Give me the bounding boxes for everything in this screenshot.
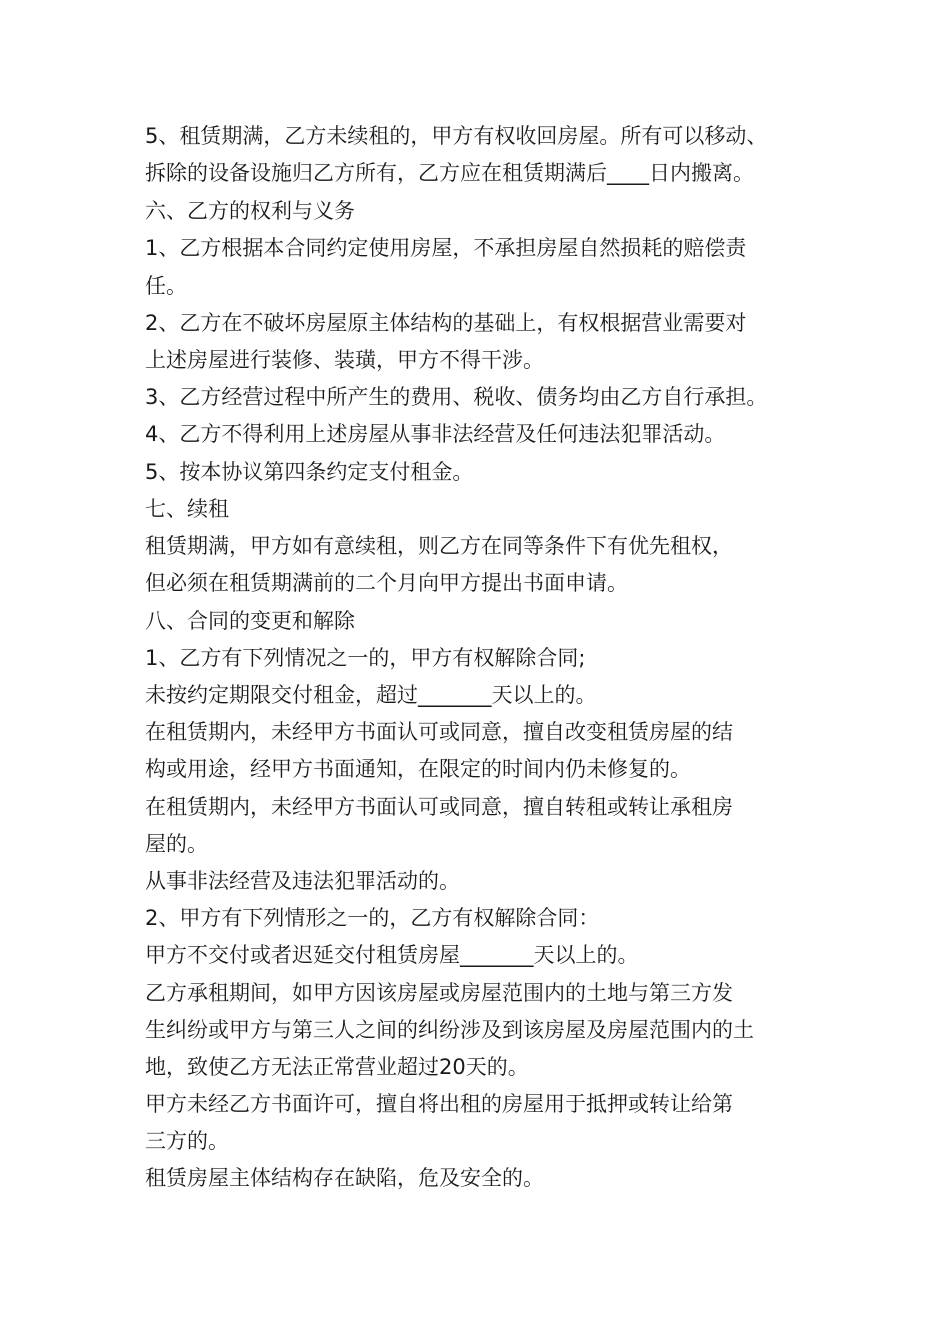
text-line: 任。	[145, 274, 187, 298]
text-line: 从事非法经营及违法犯罪活动的。	[145, 869, 460, 893]
text-line: 在租赁期内，未经甲方书面认可或同意，擅自转租或转让承租房	[145, 795, 733, 819]
text-line: 在租赁期内，未经甲方书面认可或同意，擅自改变租赁房屋的结	[145, 720, 733, 744]
text-line: 屋的。	[145, 832, 208, 856]
text-line: 租赁期满，甲方如有意续租，则乙方在同等条件下有优先租权，	[145, 534, 733, 558]
text-line: 2、乙方在不破坏房屋原主体结构的基础上，有权根据营业需要对	[145, 311, 747, 335]
text-line: 租赁房屋主体结构存在缺陷，危及安全的。	[145, 1166, 544, 1190]
text-line: 上述房屋进行装修、装璜，甲方不得干涉。	[145, 348, 544, 372]
text-line: 地，致使乙方无法正常营业超过20天的。	[145, 1055, 529, 1079]
text-line: 拆除的设备设施归乙方所有，乙方应在租赁期满后____日内搬离。	[145, 161, 754, 185]
text-line: 4、乙方不得利用上述房屋从事非法经营及任何违法犯罪活动。	[145, 422, 726, 446]
text-line: 未按约定期限交付租金，超过_______天以上的。	[145, 683, 597, 707]
text-line: 甲方未经乙方书面许可，擅自将出租的房屋用于抵押或转让给第	[145, 1092, 733, 1116]
text-line: 甲方不交付或者迟延交付租赁房屋_______天以上的。	[145, 943, 639, 967]
section-heading: 八、合同的变更和解除	[145, 609, 355, 633]
text-line: 乙方承租期间，如甲方因该房屋或房屋范围内的土地与第三方发	[145, 981, 733, 1005]
text-line: 1、乙方根据本合同约定使用房屋，不承担房屋自然损耗的赔偿责	[145, 236, 747, 260]
text-line: 3、乙方经营过程中所产生的费用、税收、债务均由乙方自行承担。	[145, 385, 768, 409]
section-heading: 七、续租	[145, 497, 229, 521]
text-line: 2、甲方有下列情形之一的，乙方有权解除合同：	[145, 906, 600, 930]
section-heading: 六、乙方的权利与义务	[145, 199, 355, 223]
text-line: 1、乙方有下列情况之一的，甲方有权解除合同;	[145, 646, 586, 670]
text-line: 构或用途，经甲方书面通知，在限定的时间内仍未修复的。	[145, 757, 691, 781]
text-line: 三方的。	[145, 1129, 229, 1153]
text-line: 生纠纷或甲方与第三人之间的纠纷涉及到该房屋及房屋范围内的土	[145, 1018, 754, 1042]
text-line: 但必须在租赁期满前的二个月向甲方提出书面申请。	[145, 571, 628, 595]
text-line: 5、按本协议第四条约定支付租金。	[145, 460, 474, 484]
text-line: 5、租赁期满，乙方未续租的，甲方有权收回房屋。所有可以移动、	[145, 124, 768, 148]
